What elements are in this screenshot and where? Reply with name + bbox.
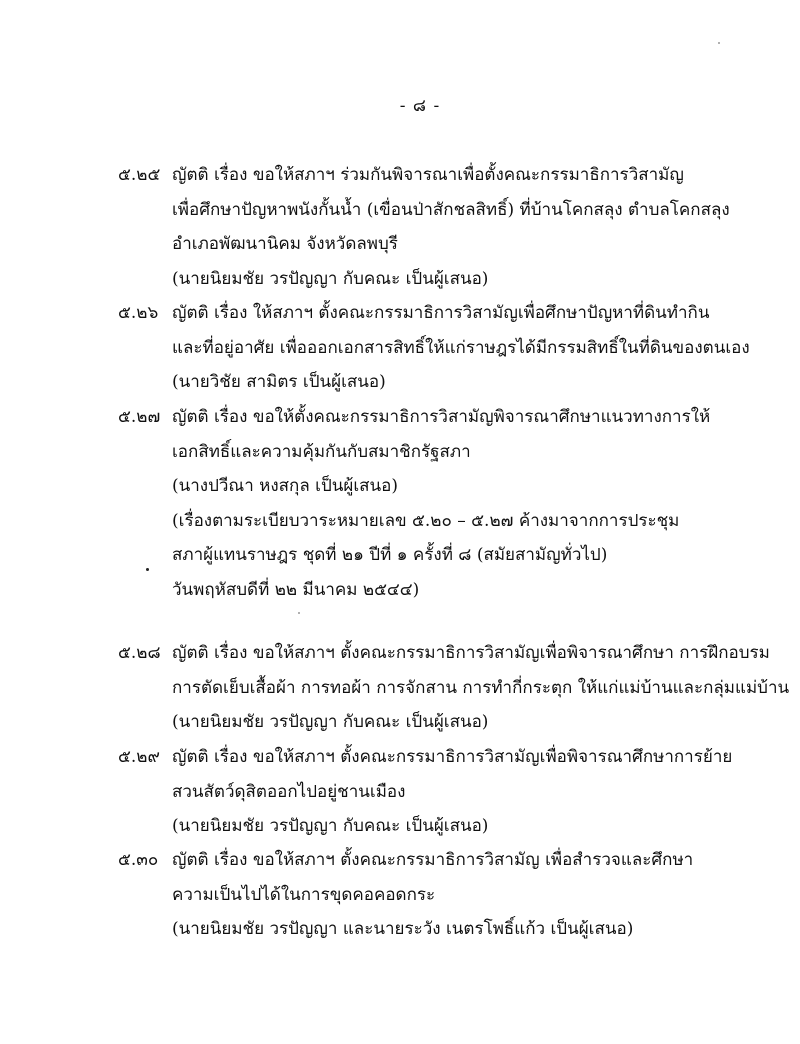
- item-line: ญัตติ เรื่อง ให้สภาฯ ตั้งคณะกรรมาธิการวิสามัญเพื่อศึกษาปัญหาที่ดินทำกิน: [172, 303, 710, 323]
- item-number: ๕.๒๖: [118, 303, 159, 323]
- item-line: การตัดเย็บเสื้อผ้า การทอผ้า การจักสาน การทำกี่กระตุก ให้แก่แม่บ้านและกลุ่มแม่บ้าน: [172, 677, 790, 698]
- item-number: ๕.๒๘: [118, 643, 161, 663]
- page-number: - ๘ -: [399, 96, 441, 116]
- item-line: ญัตติ เรื่อง ขอให้ตั้งคณะกรรมาธิการวิสามัญพิจารณาศึกษาแนวทางการให้: [172, 407, 711, 427]
- item-line: อำเภอพัฒนานิคม จังหวัดลพบุรี: [172, 234, 398, 254]
- item-text: [172, 740, 782, 844]
- item-proposer: (นายนิยมชัย วรปัญญา กับคณะ เป็นผู้เสนอ): [172, 816, 489, 836]
- item-proposer: (นายนิยมชัย วรปัญญา และนายระวัง เนตรโพธิ์แก้ว เป็นผู้เสนอ): [172, 919, 634, 939]
- item-note: (เรื่องตามระเบียบวาระหมายเลข ๕.๒๐ – ๕.๒๗ ค้างมาจากการประชุม: [172, 510, 680, 531]
- scan-speck: [298, 612, 300, 614]
- item-proposer: (นายนิยมชัย วรปัญญา กับคณะ เป็นผู้เสนอ): [172, 268, 489, 289]
- item-text: [172, 636, 790, 740]
- item-proposer: (นางปวีณา หงสกุล เป็นผู้เสนอ): [172, 476, 398, 496]
- item-number: ๕.๒๗: [118, 407, 161, 427]
- item-line: เพื่อศึกษาปัญหาพนังกั้นน้ำ (เขื่อนป่าสักชลสิทธิ์) ที่บ้านโคกสลุง ตำบลโคกสลุง: [172, 199, 730, 220]
- scan-speck: [718, 42, 720, 44]
- item-proposer: (นายวิชัย สามิตร เป็นผู้เสนอ): [172, 372, 386, 392]
- item-text: [172, 296, 782, 400]
- item-line: ญัตติ เรื่อง ขอให้สภาฯ ตั้งคณะกรรมาธิการวิสามัญ เพื่อสำรวจและศึกษา: [172, 850, 694, 870]
- item-line: ญัตติ เรื่อง ขอให้สภาฯ ตั้งคณะกรรมาธิการวิสามัญเพื่อพิจารณาศึกษาการย้าย: [172, 747, 733, 767]
- item-text: [172, 843, 782, 947]
- item-line: ความเป็นไปได้ในการขุดคอคอดกระ: [172, 884, 436, 905]
- item-line: สวนสัตว์ดุสิตออกไปอยู่ชานเมือง: [172, 781, 406, 802]
- item-number: ๕.๒๙: [118, 747, 160, 767]
- item-line: ญัตติ เรื่อง ขอให้สภาฯ ตั้งคณะกรรมาธิการวิสามัญเพื่อพิจารณาศึกษา การฝึกอบรม: [172, 643, 770, 663]
- item-line: ญัตติ เรื่อง ขอให้สภาฯ ร่วมกันพิจารณาเพื่อตั้งคณะกรรมาธิการวิสามัญ: [172, 165, 684, 185]
- item-number: ๕.๓๐: [118, 850, 159, 870]
- scan-speck: [146, 568, 149, 571]
- item-number: ๕.๒๕: [118, 165, 161, 185]
- item-line: เอกสิทธิ์และความคุ้มกันกับสมาชิกรัฐสภา: [172, 441, 471, 462]
- item-text: [172, 400, 782, 607]
- item-note: วันพฤหัสบดีที่ ๒๒ มีนาคม ๒๕๔๔): [172, 579, 420, 600]
- item-proposer: (นายนิยมชัย วรปัญญา กับคณะ เป็นผู้เสนอ): [172, 712, 489, 732]
- item-note: สภาผู้แทนราษฎร ชุดที่ ๒๑ ปีที่ ๑ ครั้งที่ ๘ (สมัยสามัญทั่วไป): [172, 545, 608, 565]
- item-text: [172, 158, 782, 296]
- item-line: และที่อยู่อาศัย เพื่อออกเอกสารสิทธิ์ให้แก่ราษฎรได้มีกรรมสิทธิ์ในที่ดินของตนเอง: [172, 337, 750, 358]
